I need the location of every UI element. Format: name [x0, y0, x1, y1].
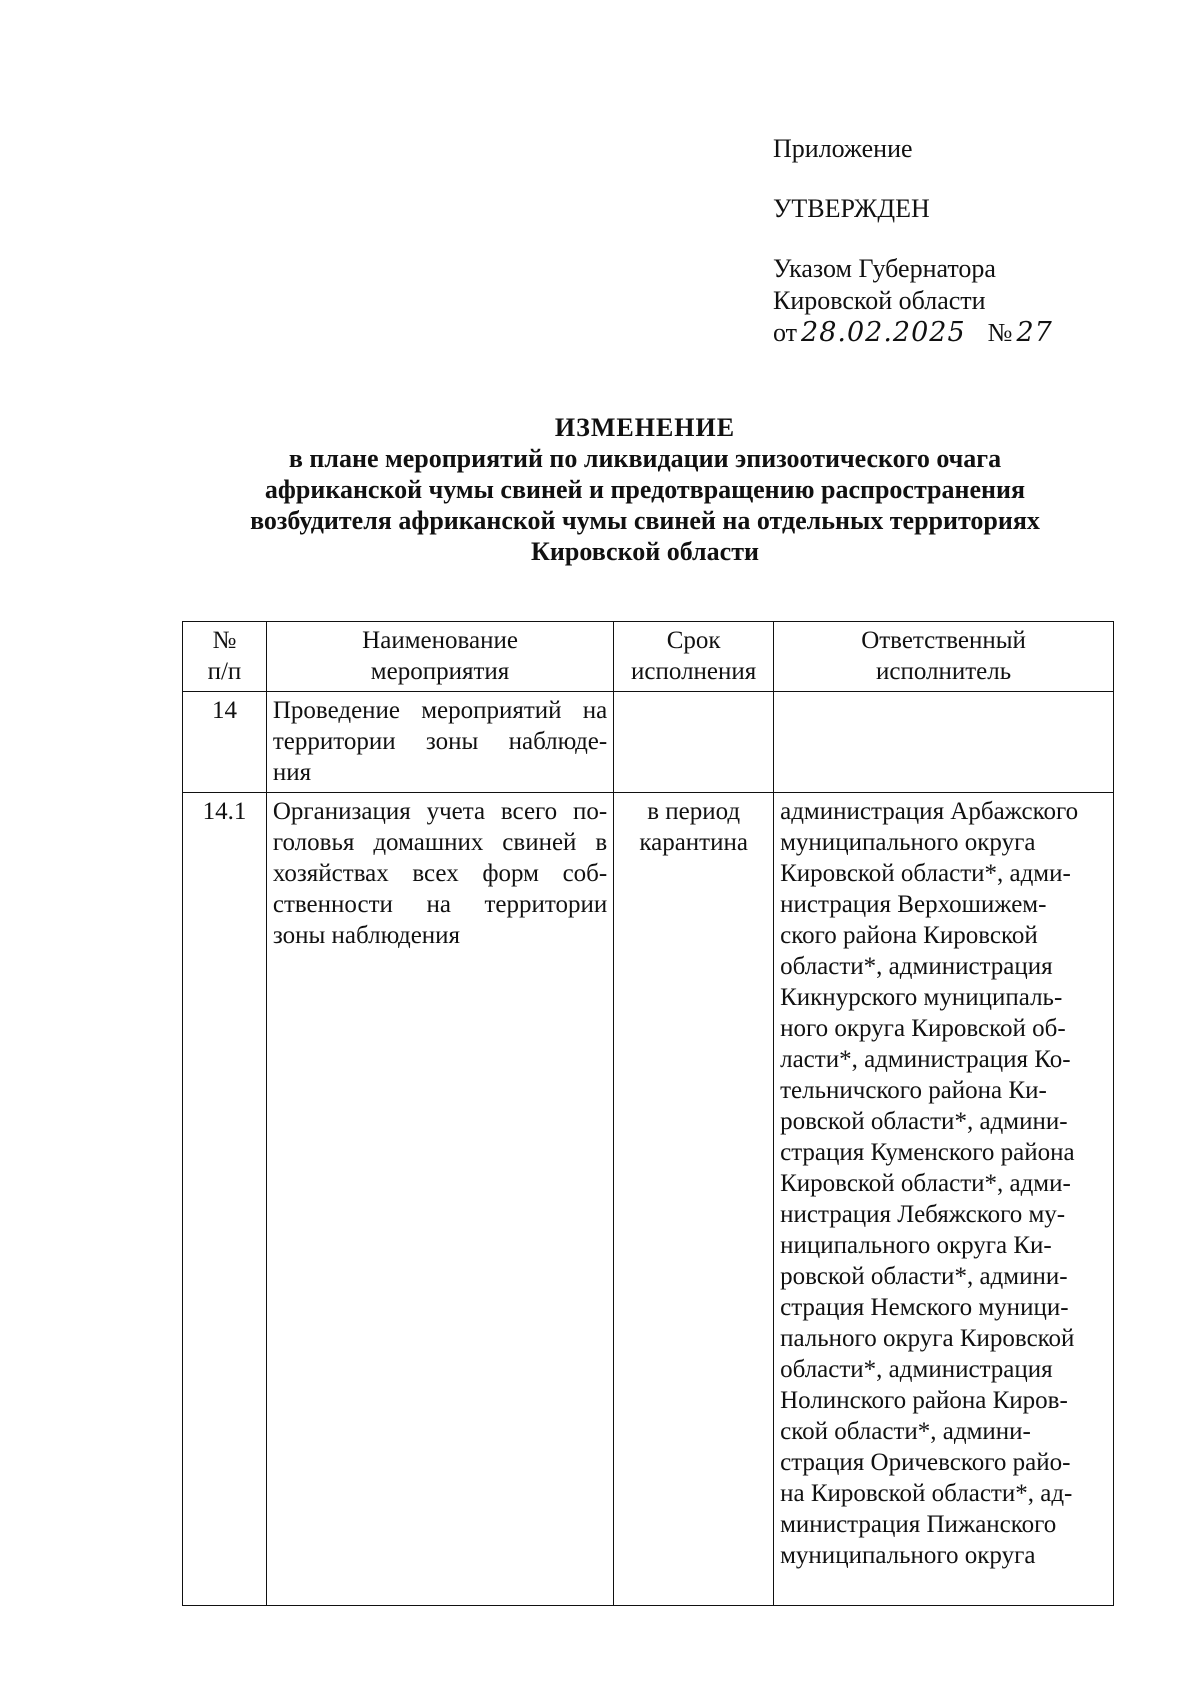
row-14-1-name: Организация учета всего по- головья домашних свиней в хозяйствах всех форм соб- ственности на территории зоны наблюдения — [266, 793, 613, 1606]
approved-stamp-text: УТВЕРЖДЕН — [773, 194, 930, 223]
row-14-1-term: в период карантина — [614, 793, 774, 1606]
number-prefix: № — [987, 318, 1013, 347]
row-14-num: 14 — [183, 692, 267, 793]
decree-line-1: Указом Губернатора — [773, 254, 996, 283]
decree-number: 27 — [1016, 317, 1053, 348]
header-term: Срок исполнения — [614, 622, 774, 692]
appendix-block — [773, 133, 1053, 349]
title-line-4: Кировской области — [531, 537, 759, 566]
appendix-label: Приложение — [773, 134, 913, 163]
decree-line-2: Кировской области — [773, 286, 986, 315]
decree-date: 28.02.2025 — [801, 317, 966, 348]
document-title — [200, 412, 1090, 567]
title-line-2: африканской чумы свиней и предотвращению распространения — [264, 475, 1026, 504]
title-main: ИЗМЕНЕНИЕ — [554, 413, 736, 442]
row-14-1-responsible: администрация Арбажского муниципального округа Кировской области*, адми- нистрация Верхошижем- ского района Кировской области*, администрация Кикнурского муниципаль- ного округа Кировской об- ласти*, администрация Ко- тельничского района Ки- ровской области*, админи- страция Куменского района Кировской области*, адми- нистрация Лебяжского му- ниципального округа Ки- ровской области*, админи- страция Немского муници- пального округа Кировской области*, администрация Нолинского района Киров- ской области*, админи- страция Оричевского райо- на Кировской области*, ад- министрация Пижанского муниципального округа — [774, 793, 1114, 1606]
row-14-term — [614, 692, 774, 793]
measures-table — [182, 621, 1114, 1606]
table-row — [183, 793, 1114, 1606]
decree-date-number — [773, 317, 1053, 349]
title-line-1: в плане мероприятий по ликвидации эпизоотического очага — [288, 444, 1002, 473]
date-prefix: от — [773, 318, 798, 347]
row-14-1-num: 14.1 — [183, 793, 267, 1606]
header-num: № п/п — [183, 622, 267, 692]
table-row — [183, 692, 1114, 793]
header-responsible: Ответственный исполнитель — [774, 622, 1114, 692]
header-name: Наименование мероприятия — [266, 622, 613, 692]
title-line-3: возбудителя африканской чумы свиней на отдельных территориях — [250, 506, 1040, 535]
row-14-name: Проведение мероприятий на территории зоны наблюде- ния — [266, 692, 613, 793]
table-header-row — [183, 622, 1114, 692]
row-14-responsible — [774, 692, 1114, 793]
